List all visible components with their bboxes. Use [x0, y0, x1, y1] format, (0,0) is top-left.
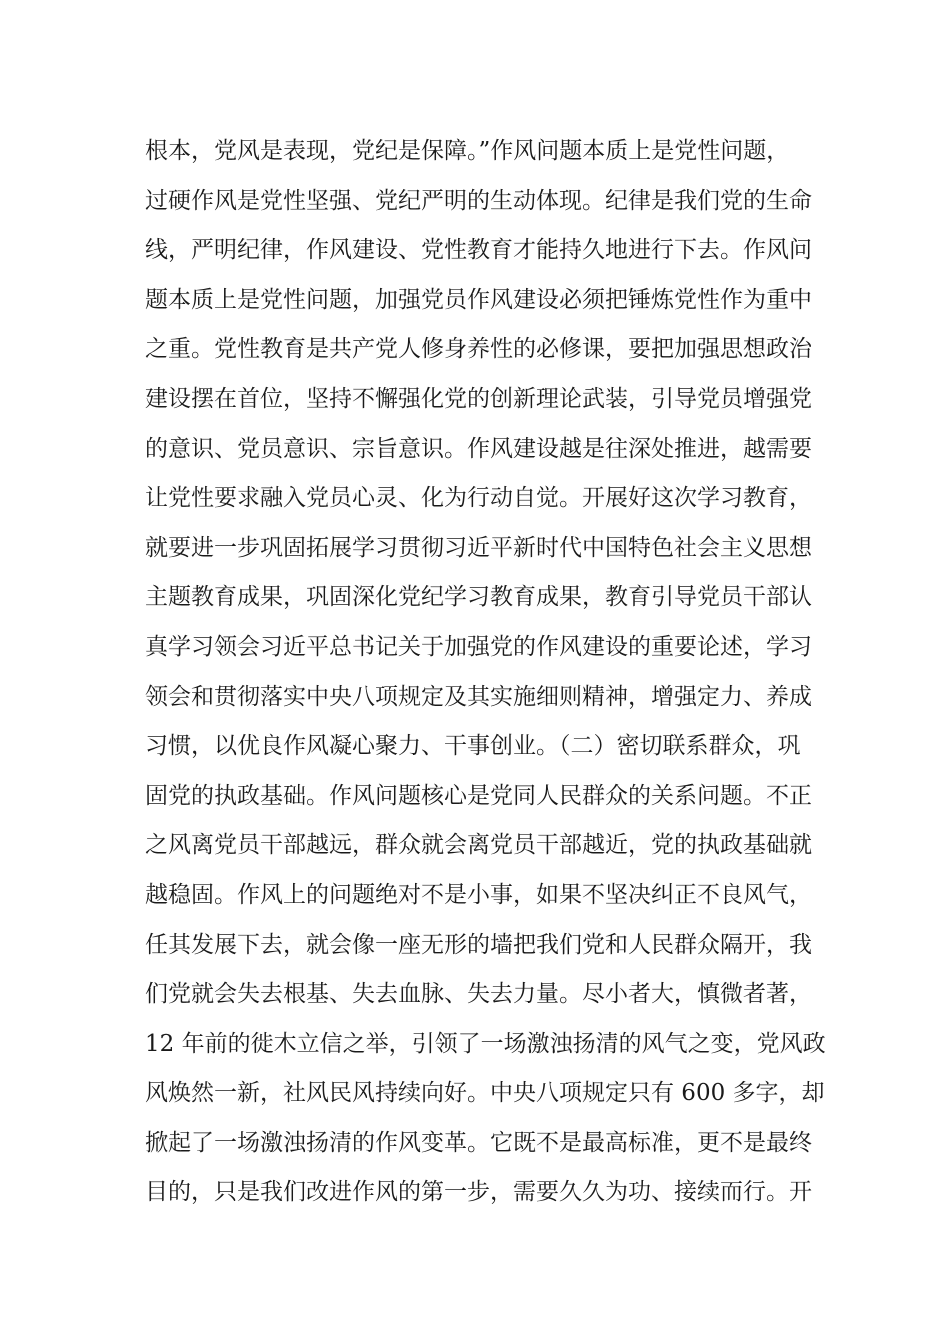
text-line: 越稳固。作风上的问题绝对不是小事，如果不坚决纠正不良风气，	[145, 881, 812, 908]
text-line: 线，严明纪律，作风建设、党性教育才能持久地进行下去。作风问	[145, 237, 812, 264]
text-line: 主题教育成果，巩固深化党纪学习教育成果，教育引导党员干部认	[145, 584, 812, 611]
text-line: 习惯，以优良作风凝心聚力、干事创业。（二）密切联系群众，巩	[145, 733, 801, 760]
text-line: 掀起了一场激浊扬清的作风变革。它既不是最高标准，更不是最终	[145, 1129, 812, 1156]
text-line: 让党性要求融入党员心灵、化为行动自觉。开展好这次学习教育，	[145, 485, 812, 512]
text-line: 真学习领会习近平总书记关于加强党的作风建设的重要论述，学习	[145, 633, 812, 660]
text-line: 题本质上是党性问题，加强党员作风建设必须把锤炼党性作为重中	[145, 286, 812, 313]
text-line: 过硬作风是党性坚强、党纪严明的生动体现。纪律是我们党的生命	[145, 187, 812, 214]
text-line: 任其发展下去，就会像一座无形的墙把我们党和人民群众隔开，我	[145, 931, 812, 958]
text-line: 的意识、党员意识、宗旨意识。作风建设越是往深处推进，越需要	[145, 435, 812, 462]
text-line: 之重。党性教育是共产党人修身养性的必修课，要把加强思想政治	[145, 336, 812, 363]
text-line: 之风离党员干部越远，群众就会离党员干部越近，党的执政基础就	[145, 832, 812, 859]
text-line: 就要进一步巩固拓展学习贯彻习近平新时代中国特色社会主义思想	[145, 534, 812, 561]
text-line: 领会和贯彻落实中央八项规定及其实施细则精神，增强定力、养成	[145, 683, 812, 710]
text-line: 固党的执政基础。作风问题核心是党同人民群众的关系问题。不正	[145, 782, 812, 809]
text-line: 12 年前的徙木立信之举，引领了一场激浊扬清的风气之变，党风政	[145, 1030, 826, 1057]
text-line: 根本，党风是表现，党纪是保障。”作风问题本质上是党性问题，	[145, 138, 790, 164]
text-line: 建设摆在首位，坚持不懈强化党的创新理论武装，引导党员增强党	[145, 385, 812, 412]
text-line: 风焕然一新，社风民风持续向好。中央八项规定只有 600 多字，却	[145, 1080, 825, 1107]
body-text	[145, 127, 826, 1218]
text-line: 们党就会失去根基、失去血脉、失去力量。尽小者大，慎微者著，	[145, 981, 812, 1008]
text-line: 目的，只是我们改进作风的第一步，需要久久为功、接续而行。开	[145, 1179, 812, 1206]
